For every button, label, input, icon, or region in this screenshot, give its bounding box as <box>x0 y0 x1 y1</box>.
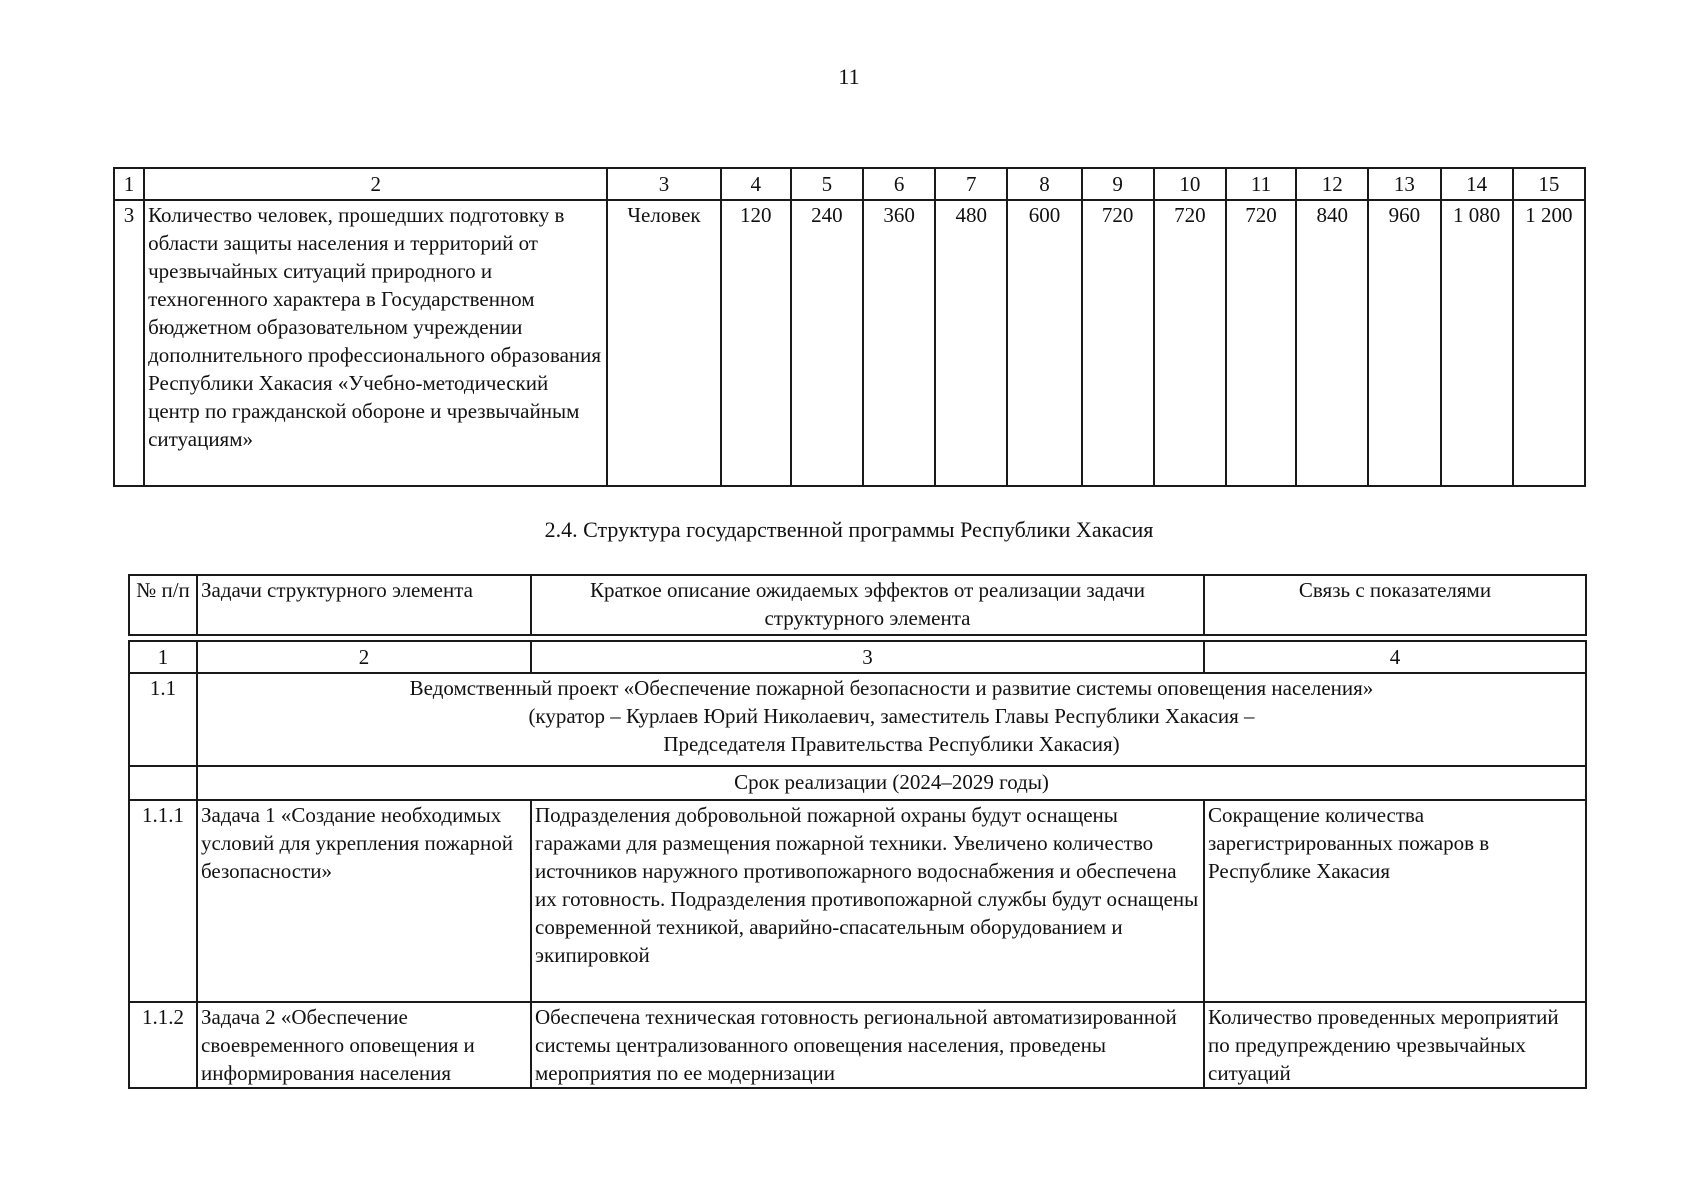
header-cell: 9 <box>1082 168 1154 200</box>
column-number: 3 <box>531 641 1204 673</box>
value-cell: 240 <box>791 200 863 486</box>
value-cell: 480 <box>935 200 1007 486</box>
header-cell: 4 <box>721 168 791 200</box>
header-cell: 8 <box>1007 168 1081 200</box>
project-curator: (куратор – Курлаев Юрий Николаевич, заместитель Главы Республики Хакасия – <box>528 704 1255 728</box>
table-row <box>129 1002 1586 1088</box>
table-header-row <box>129 575 1586 635</box>
value-cell: 720 <box>1226 200 1296 486</box>
task-name: Задача 1 «Создание необходимых условий для укрепления пожарной безопасности» <box>197 800 531 1002</box>
task-indicator: Сокращение количества зарегистрированных пожаров в Республике Хакасия <box>1204 800 1586 1002</box>
page-number: 11 <box>838 64 860 89</box>
header-cell: 3 <box>607 168 720 200</box>
row-number: 3 <box>114 200 144 486</box>
implementation-period: Срок реализации (2024–2029 годы) <box>197 766 1586 800</box>
header-cell: Задачи структурного элемента <box>197 575 531 635</box>
value-cell: 360 <box>863 200 935 486</box>
task-name: Задача 2 «Обеспечение своевременного оповещения и информирования населения <box>197 1002 531 1088</box>
value-cell: 600 <box>1007 200 1081 486</box>
header-cell: 15 <box>1513 168 1585 200</box>
header-cell: 10 <box>1154 168 1226 200</box>
header-cell: 7 <box>935 168 1007 200</box>
project-row <box>129 673 1586 766</box>
indicator-name: Количество человек, прошедших подготовку в области защиты населения и территорий от чрезвычайных ситуаций природного и техногенного характера в Государственном бюджетном образовательном учреждении дополнительного профессионального образования Республики Хакасия «Учебно-методический центр по гражданской обороне и чрезвычайным ситуациям» <box>144 200 607 486</box>
header-cell: 11 <box>1226 168 1296 200</box>
header-cell: 6 <box>863 168 935 200</box>
task-effect: Обеспечена техническая готовность региональной автоматизированной системы централизованного оповещения населения, проведены мероприятия по ее модернизации <box>531 1002 1204 1088</box>
header-cell: 2 <box>144 168 607 200</box>
project-curator-position: Председателя Правительства Республики Хакасия) <box>663 732 1120 756</box>
task-indicator: Количество проведенных мероприятий по предупреждению чрезвычайных ситуаций <box>1204 1002 1586 1088</box>
project-number: 1.1 <box>129 673 197 766</box>
header-cell: 13 <box>1368 168 1440 200</box>
column-numbers-row <box>129 641 1586 673</box>
header-cell: Связь с показателями <box>1204 575 1586 635</box>
table-row <box>129 800 1586 1002</box>
header-cell: 5 <box>791 168 863 200</box>
header-cell: 1 <box>114 168 144 200</box>
section-title: 2.4. Структура государственной программы Республики Хакасия <box>544 517 1154 542</box>
header-cell: 14 <box>1441 168 1513 200</box>
project-title: Ведомственный проект «Обеспечение пожарной безопасности и развитие системы оповещения населения» <box>409 676 1374 700</box>
task-effect: Подразделения добровольной пожарной охраны будут оснащены гаражами для размещения пожарной техники. Увеличено количество источников наружного противопожарного водоснабжения и обеспечена их готовность. Подразделения противопожарной службы будут оснащены современной техникой, аварийно-спасательным оборудованием и экипировкой <box>531 800 1204 1002</box>
program-structure-table <box>128 574 1587 1089</box>
value-cell: 1 080 <box>1441 200 1513 486</box>
value-cell: 720 <box>1154 200 1226 486</box>
value-cell: 960 <box>1368 200 1440 486</box>
header-cell: Краткое описание ожидаемых эффектов от реализации задачи структурного элемента <box>531 575 1204 635</box>
indicators-table <box>113 167 1586 487</box>
table-header-row <box>114 168 1585 200</box>
column-number: 2 <box>197 641 531 673</box>
task-number: 1.1.1 <box>129 800 197 1002</box>
value-cell: 720 <box>1082 200 1154 486</box>
header-cell: 12 <box>1296 168 1368 200</box>
header-cell: № п/п <box>129 575 197 635</box>
implementation-period-row <box>129 766 1586 800</box>
project-description <box>197 673 1586 766</box>
table-row <box>114 200 1585 486</box>
value-cell: 120 <box>721 200 791 486</box>
column-number: 4 <box>1204 641 1586 673</box>
task-number: 1.1.2 <box>129 1002 197 1088</box>
unit-cell: Человек <box>607 200 720 486</box>
value-cell: 1 200 <box>1513 200 1585 486</box>
column-number: 1 <box>129 641 197 673</box>
value-cell: 840 <box>1296 200 1368 486</box>
